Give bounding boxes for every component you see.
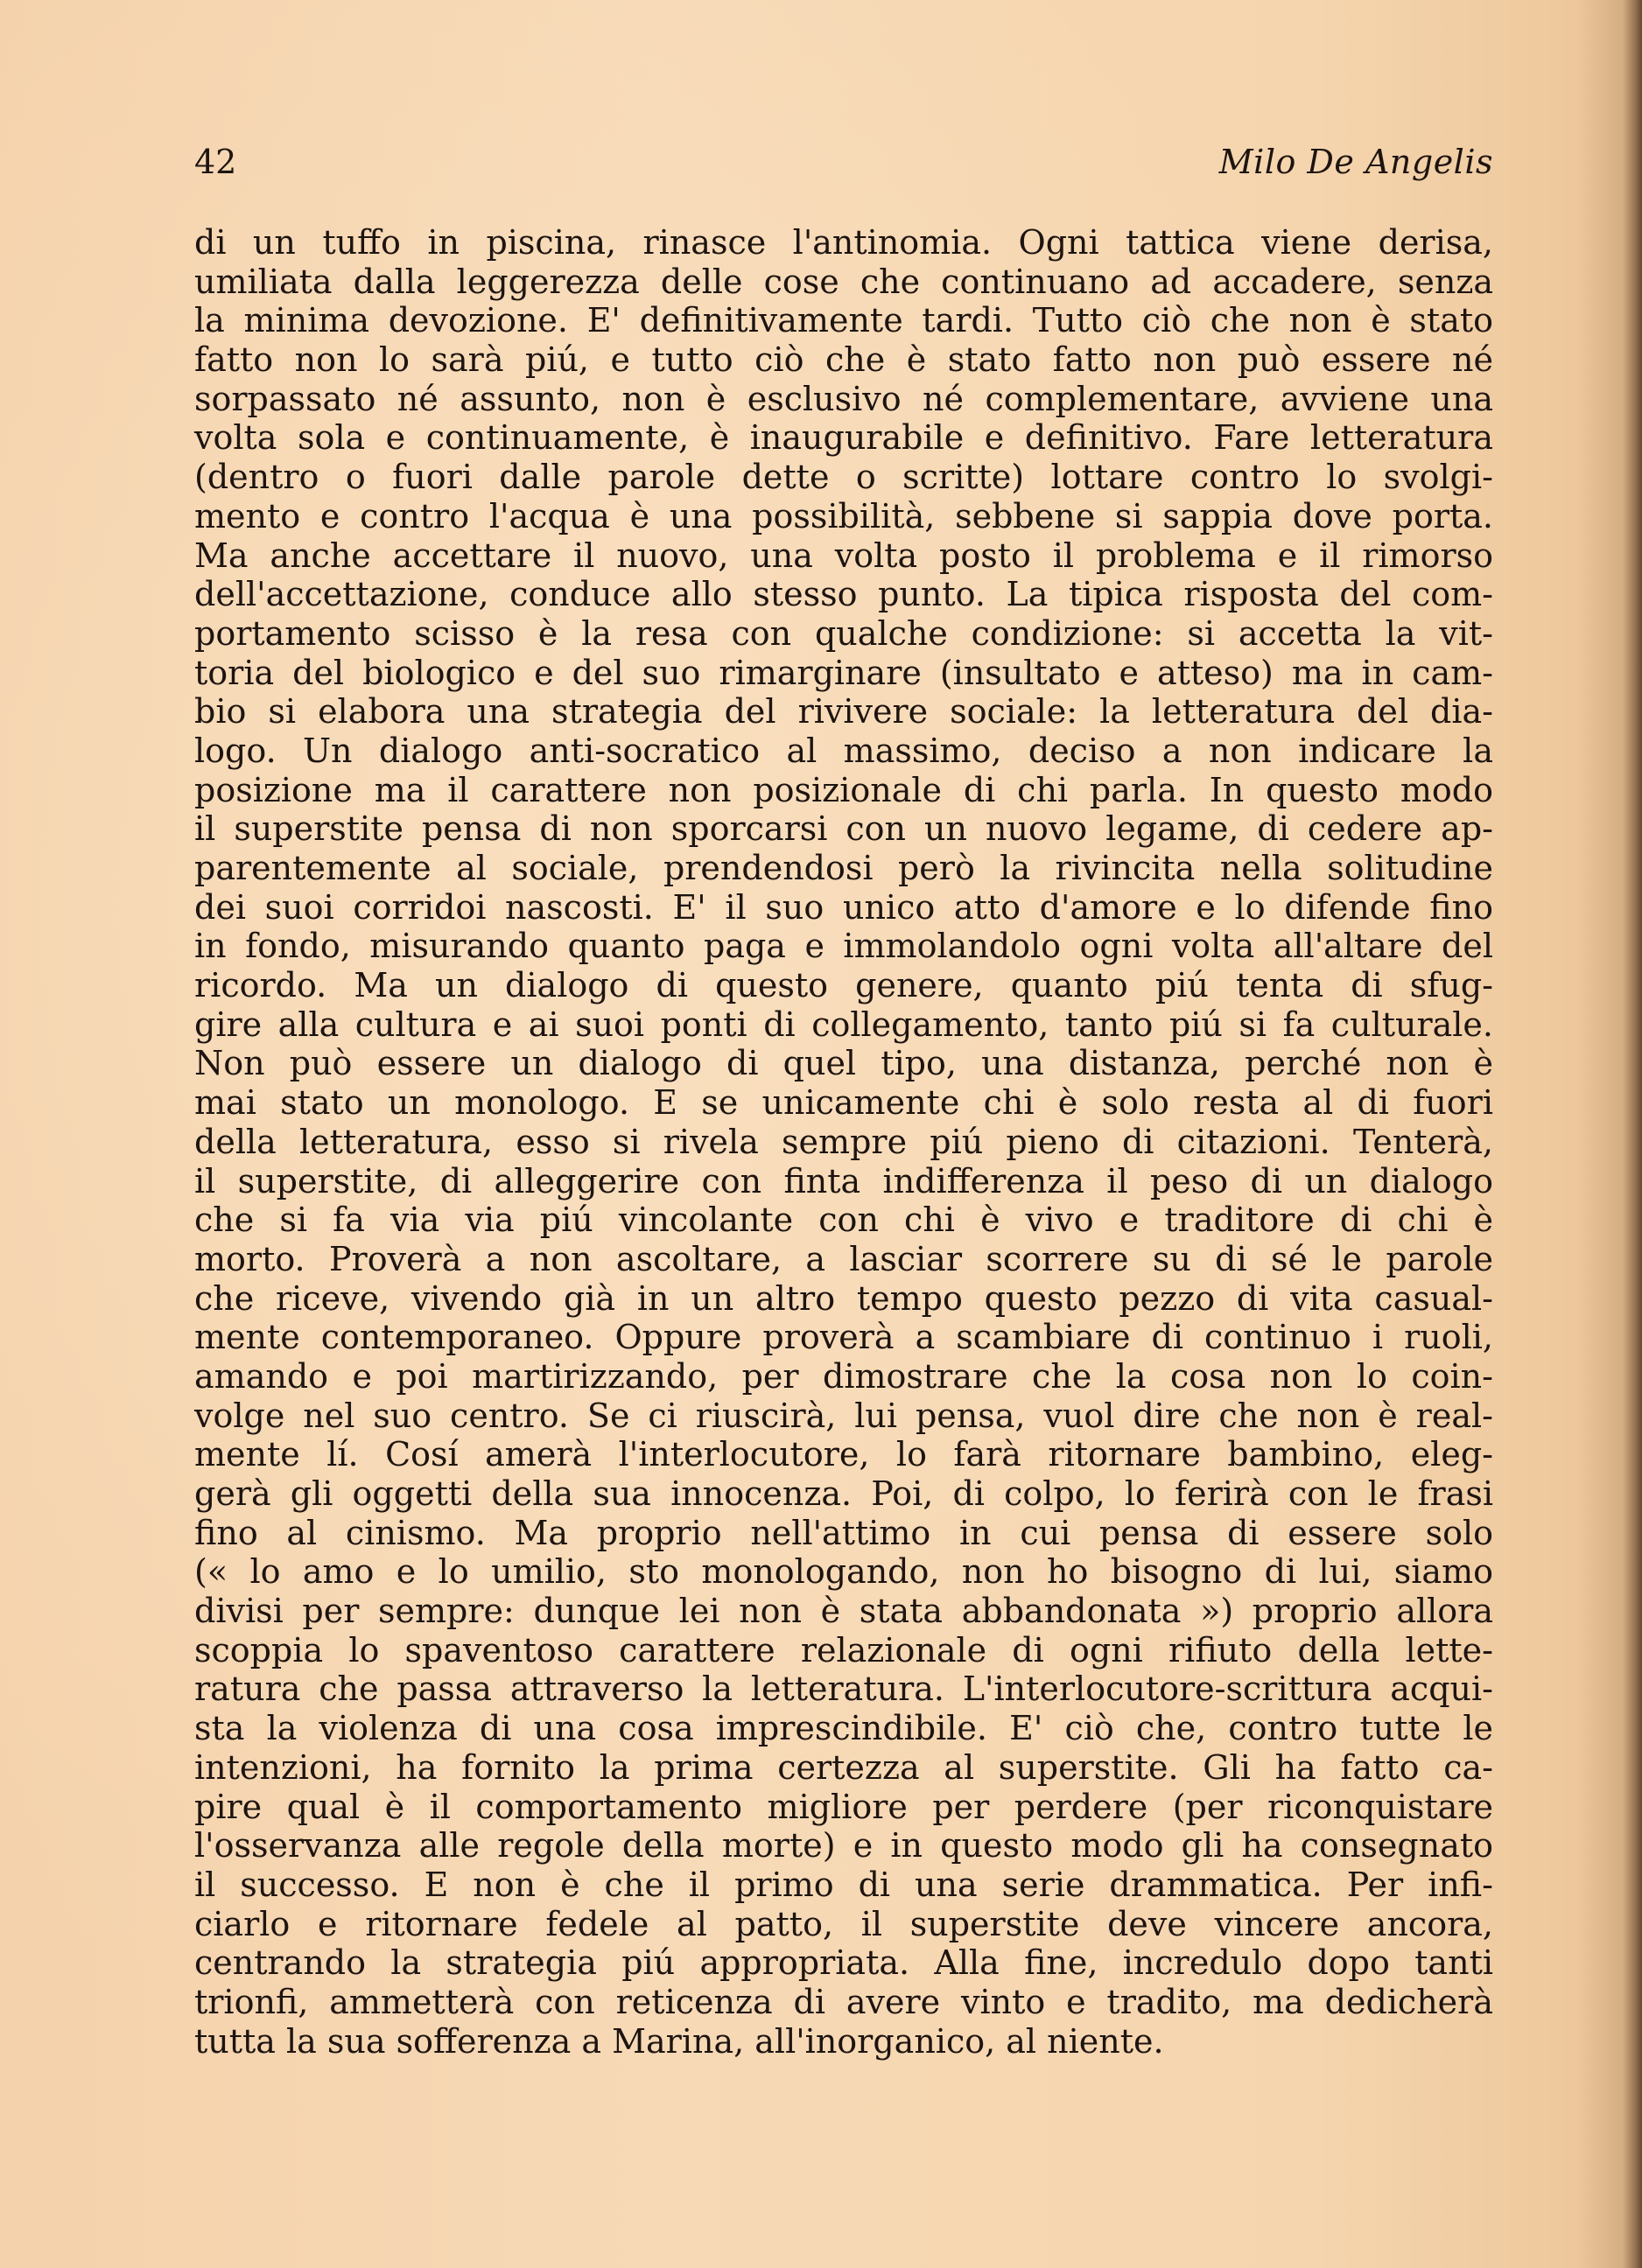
text-line: divisi per sempre: dunque lei non è stata abbandonata ») proprio allora <box>194 1592 1493 1631</box>
text-line: che si fa via via piú vincolante con chi è vivo e traditore di chi è <box>194 1200 1493 1240</box>
text-line: gerà gli oggetti della sua innocenza. Poi, di colpo, lo ferirà con le frasi <box>194 1474 1493 1513</box>
text-line: (dentro o fuori dalle parole dette o scritte) lottare contro lo svolgi- <box>194 458 1493 497</box>
text-line: l'osservanza alle regole della morte) e in questo modo gli ha consegnato <box>194 1826 1493 1866</box>
text-line: bio si elabora una strategia del rivivere sociale: la letteratura del dia- <box>194 692 1493 732</box>
text-line: portamento scisso è la resa con qualche condizione: si accetta la vit- <box>194 613 1493 653</box>
text-line: logo. Un dialogo anti-socratico al massimo, deciso a non indicare la <box>194 731 1493 770</box>
text-line: scoppia lo spaventoso carattere relazionale di ogni rifiuto della lette- <box>194 1630 1493 1670</box>
text-line: parentemente al sociale, prendendosi però la rivincita nella solitudine <box>194 849 1493 887</box>
text-line: il superstite, di alleggerire con finta indifferenza il peso di un dialogo <box>194 1161 1493 1200</box>
text-line: Ma anche accettare il nuovo, una volta posto il problema e il rimorso <box>194 536 1493 575</box>
text-line: toria del biologico e del suo rimarginare (insultato e atteso) ma in cam- <box>194 653 1493 692</box>
text-line: morto. Proverà a non ascoltare, a lasciar scorrere su di sé le parole <box>194 1239 1493 1278</box>
text-line: il superstite pensa di non sporcarsi con un nuovo legame, di cedere ap- <box>194 809 1493 849</box>
text-line: (« lo amo e lo umilio, sto monologando, non ho bisogno di lui, siamo <box>194 1552 1493 1592</box>
text-line: volge nel suo centro. Se ci riuscirà, lui pensa, vuol dire che non è real- <box>194 1396 1493 1435</box>
text-line: volta sola e continuamente, è inaugurabile e definitivo. Fare letteratura <box>194 418 1493 458</box>
text-line: mento e contro l'acqua è una possibilità, sebbene si sappia dove porta. <box>194 496 1493 536</box>
text-line: trionfi, ammetterà con reticenza di avere vinto e tradito, ma dedicherà <box>194 1982 1493 2021</box>
text-line: di un tuffo in piscina, rinasce l'antinomia. Ogni tattica viene derisa, <box>194 223 1493 262</box>
page-spine-shadow <box>1623 0 1642 2268</box>
text-line: ratura che passa attraverso la letteratura. L'interlocutore-scrittura acqui- <box>194 1670 1493 1709</box>
text-line: il successo. E non è che il primo di una serie drammatica. Per infi- <box>194 1865 1493 1904</box>
text-line: la minima devozione. E' definitivamente tardi. Tutto ciò che non è stato <box>194 301 1493 340</box>
text-line-last: tutta la sua sofferenza a Marina, all'inorganico, al niente. <box>194 2021 1164 2061</box>
text-line: Non può essere un dialogo di quel tipo, una distanza, perché non è <box>194 1044 1493 1083</box>
text-line: che riceve, vivendo già in un altro tempo questo pezzo di vita casual- <box>194 1278 1493 1318</box>
running-head-author: Milo De Angelis <box>1218 143 1493 181</box>
text-line: della letteratura, esso si rivela sempre piú pieno di citazioni. Tenterà, <box>194 1122 1493 1161</box>
text-line: mente contemporaneo. Oppure proverà a scambiare di continuo i ruoli, <box>194 1318 1493 1357</box>
text-line: mai stato un monologo. E se unicamente chi è solo resta al di fuori <box>194 1083 1493 1123</box>
text-line: umiliata dalla leggerezza delle cose che continuano ad accadere, senza <box>194 262 1493 301</box>
text-line: fatto non lo sarà piú, e tutto ciò che è stato fatto non può essere né <box>194 340 1493 380</box>
text-line: intenzioni, ha fornito la prima certezza al superstite. Gli ha fatto ca- <box>194 1747 1493 1787</box>
text-line: amando e poi martirizzando, per dimostrare che la cosa non lo coin- <box>194 1356 1493 1396</box>
text-line: dell'accettazione, conduce allo stesso punto. La tipica risposta del com- <box>194 575 1493 614</box>
text-line: ciarlo e ritornare fedele al patto, il superstite deve vincere ancora, <box>194 1904 1493 1943</box>
text-line: dei suoi corridoi nascosti. E' il suo unico atto d'amore e lo difende fino <box>194 887 1493 927</box>
text-line: sorpassato né assunto, non è esclusivo né complementare, avviene una <box>194 379 1493 418</box>
page-number: 42 <box>194 143 237 181</box>
text-line: posizione ma il carattere non posizionale di chi parla. In questo modo <box>194 770 1493 809</box>
text-line: ricordo. Ma un dialogo di questo genere, quanto piú tenta di sfug- <box>194 966 1493 1005</box>
body-paragraph <box>194 223 1493 2061</box>
page-header <box>194 140 1493 184</box>
text-line: in fondo, misurando quanto paga e immolandolo ogni volta all'altare del <box>194 927 1493 966</box>
text-line: gire alla cultura e ai suoi ponti di collegamento, tanto piú si fa culturale. <box>194 1004 1493 1044</box>
text-line: sta la violenza di una cosa imprescindibile. E' ciò che, contro tutte le <box>194 1709 1493 1748</box>
text-line: centrando la strategia piú appropriata. Alla fine, incredulo dopo tanti <box>194 1943 1493 1983</box>
text-line: pire qual è il comportamento migliore per perdere (per riconquistare <box>194 1787 1493 1826</box>
text-line: mente lí. Cosí amerà l'interlocutore, lo farà ritornare bambino, eleg- <box>194 1435 1493 1474</box>
text-line: fino al cinismo. Ma proprio nell'attimo in cui pensa di essere solo <box>194 1513 1493 1552</box>
